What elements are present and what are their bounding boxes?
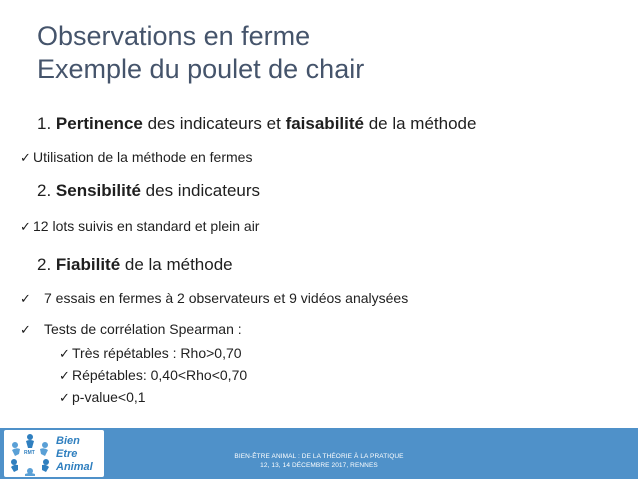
section-text: de la méthode: [363, 114, 477, 133]
section-keyword: Sensibilité: [55, 181, 141, 200]
sub-list-item-text: Répétables: 0,40<Rho<0,70: [72, 367, 248, 383]
sub-list-item-text: p-value<0,1: [72, 389, 146, 405]
section-keyword: Pertinence: [55, 114, 143, 133]
title-line-2: Exemple du poulet de chair: [37, 54, 365, 84]
section-heading-fiabilite: [37, 255, 233, 275]
logo-word-bien: Bien: [56, 435, 80, 447]
check-icon: ✓: [59, 390, 70, 405]
check-icon: ✓: [59, 368, 70, 383]
section-number: 2.: [37, 181, 52, 200]
list-item: [20, 290, 408, 307]
footer-line-2: 12, 13, 14 DÉCEMBRE 2017, RENNES: [260, 462, 378, 469]
section-keyword: faisabilité: [285, 114, 364, 133]
check-icon: ✓: [20, 150, 31, 165]
list-item: [20, 321, 242, 338]
logo-word-etre: Etre: [56, 448, 78, 460]
check-icon: ✓: [20, 219, 31, 234]
list-item-text: 7 essais en fermes à 2 observateurs et 9 vidéos analysées: [44, 290, 409, 306]
list-item-text: Tests de corrélation Spearman :: [44, 321, 242, 337]
title-line-1: Observations en ferme: [37, 21, 311, 51]
sub-list-item-text: Très répétables : Rho>0,70: [72, 345, 242, 361]
list-item: [20, 218, 259, 235]
section-heading-sensibilite: [37, 181, 260, 201]
logo: [4, 430, 104, 477]
check-icon: ✓: [59, 346, 70, 361]
sub-list-item: [59, 367, 247, 384]
list-item: [20, 149, 252, 166]
list-item-text: 12 lots suivis en standard et plein air: [33, 218, 260, 234]
section-text: des indicateurs: [140, 181, 261, 200]
section-text: des indicateurs et: [142, 114, 286, 133]
slide-title: [37, 20, 597, 86]
sub-list-item: [59, 345, 242, 362]
section-number: 2.: [37, 255, 52, 274]
section-keyword: Fiabilité: [55, 255, 121, 274]
logo-badge: RMT: [24, 450, 35, 456]
section-heading-pertinence: [37, 114, 476, 134]
list-item-text: Utilisation de la méthode en fermes: [33, 149, 253, 165]
check-icon: ✓: [20, 322, 31, 337]
section-text: de la méthode: [120, 255, 233, 274]
footer-line-1: BIEN-ÊTRE ANIMAL : DE LA THÉORIE À LA PRATIQUE: [234, 453, 404, 460]
sub-list-item: [59, 389, 146, 406]
logo-word-animal: Animal: [56, 461, 93, 473]
check-icon: ✓: [20, 291, 31, 306]
section-number: 1.: [37, 114, 52, 133]
